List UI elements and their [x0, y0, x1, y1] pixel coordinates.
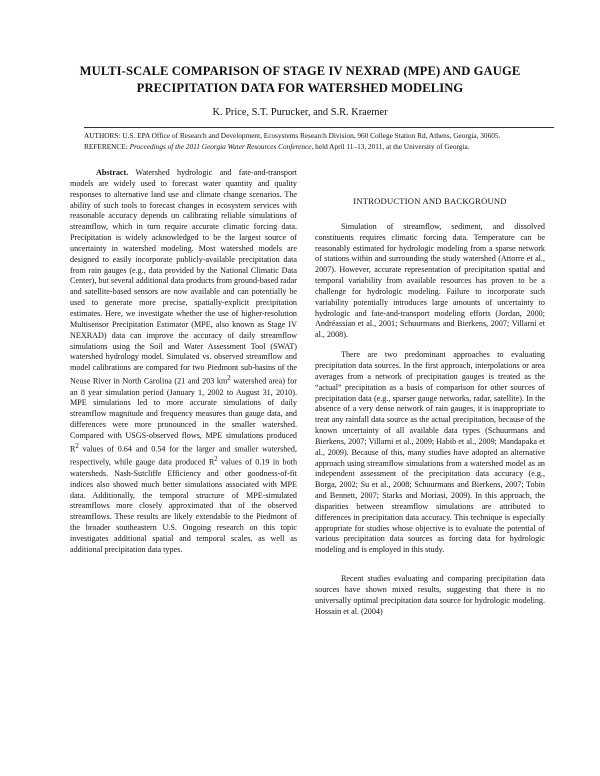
- reference-prefix: REFERENCE:: [84, 141, 130, 151]
- title-line-1: MULTI-SCALE COMPARISON OF STAGE IV NEXRAD (MPE) AND GAUGE: [79, 64, 521, 78]
- section-heading-introduction: INTRODUCTION AND BACKGROUND: [353, 196, 507, 206]
- paper-title: [40, 63, 560, 97]
- abstract-text-c: values of 0.64 and 0.54 for the larger and smaller watershed, respectively, while gauge data produced R: [70, 444, 297, 468]
- abstract-sup-r2-first: 2: [75, 442, 79, 450]
- title-line-2: PRECIPITATION DATA FOR WATERSHED MODELING: [136, 81, 464, 95]
- reference-line: [84, 142, 554, 153]
- intro-paragraph-1: Simulation of streamflow, sediment, and dissolved constituents requires climatic forcing data. Temperature can be reasonably estimated for hydrologic modeling from a sparse network of stations within and surrounding the study watershed (Attorre et al., 2007). However, accurate representation of precipitation spatial and temporal variability from available resources has proven to be a challenge for hydrologic modeling. Failure to incorporate such variability potentially introduces large amounts of uncertainty to hydrologic and fate-and-transport modeling efforts (Jordan, 2000; Andréassian et al., 2001; Schuurmans and Bierkens, 2007; Villarni et al., 2008).: [315, 221, 545, 340]
- abstract-sup-r2-second: 2: [214, 456, 218, 464]
- abstract-sup-km: 2: [227, 375, 231, 383]
- abstract-text-b: watershed area) for an 8 year simulation period (January 1, 2002 to August 31, 2010). MPE simulations led to more accurate simulations of daily streamflow magnitude and frequency measures than gauge data, and differences were more pronounced in the smaller watershed. Compared with USGS-observed flows, MPE simulations produced R: [70, 376, 297, 454]
- intro-paragraph-2: There are two predominant approaches to evaluating precipitation data sources. In the first approach, interpolations or area averages from a network of precipitation gauges is treated as the “actual” precipitation as a basis of comparison for other sources of precipitation data (e.g., sparser gauge networks, radar, satellite). In the absence of a very dense network of rain gauges, it is inappropriate to treat any rainfall data source as the actual precipitation, because of the known uncertainty of all available data types (Schuurmans and Bierkens, 2007; Villarni et al., 2009; Habib et al., 2009; Mandapaka et al., 2009). Because of this, many studies have adopted an alternative approach using streamflow simulations from a watershed model as an independent assessment of the precipitation data accuracy (e.g., Borga, 2002; Su et al., 2008; Schuurmans and Bierkens, 2007; Tobin and Bennett, 2007; Starks and Moriasi, 2009). In this approach, the disparities between streamflow simulations are attributed to differences in precipitation data accuracy. This technique is especially appropriate for studies whose objective is to evaluate the potential of various precipitation data sources as forcing data for hydrologic modeling and is employed in this study.: [315, 350, 545, 555]
- introduction-column: [315, 196, 545, 618]
- abstract-text-a: Watershed hydrologic and fate-and-transport models are widely used to forecast water quantity and quality responses to alternative land use and climate change scenarios. The ability of such tools to forecast changes in ecosystem services with reasonable accuracy depends on calibrating reliable simulations of streamflow, which in turn require accurate climatic forcing data. Precipitation is widely acknowledged to be the largest source of uncertainty in watershed modeling. Most watershed models are designed to easily incorporate publicly-available precipitation data from rain gauges (e.g., data provided by the National Climatic Data Center), but several additional data products from ground-based radar and satellite-based sensors are now available and can potentially be used to generate more precise, spatially-explicit precipitation estimates. Here, we investigate whether the use of higher-resolution Multisensor Precipitation Estimator (MPE, also known as Stage IV NEXRAD) data can improve the accuracy of daily streamflow simulations using the Soil and Water Assessment Tool (SWAT) watershed hydrology model. Simulated vs. observed streamflow and model calibrations are compared for two Piedmont sub-basins of the Neuse River in North Carolina (21 and 203 km: [70, 168, 297, 386]
- reference-suffix: , held April 11–13, 2011, at the University of Georgia.: [311, 141, 470, 151]
- reference-proceedings: Proceedings of the 2011 Georgia Water Resources Conference: [129, 141, 312, 151]
- affiliation-line: AUTHORS: U.S. EPA Office of Research and Development, Ecosystems Research Division, 960 College Station Rd, Athens, Georgia, 30605.: [84, 131, 501, 140]
- intro-paragraph-3: Recent studies evaluating and comparing precipitation data sources have shown mixed results, suggesting that there is no universally optimal precipitation data source for hydrologic modeling. Hossain et al. (2004): [315, 574, 545, 616]
- abstract-column: [70, 168, 297, 556]
- abstract-paragraph: [70, 168, 297, 556]
- abstract-text-d: values of 0.19 in both watersheds. Nash-Sutcliffe Efficiency and other goodness-of-fit indices also showed much better simulations associated with MPE data. Additionally, the temporal structure of MPE-simulated streamflows more closely approximated that of the observed streamflows. These results are likely extendable to the Piedmont of the broader southeastern U.S. Ongoing research on this topic investigates additional spatial and temporal scales, as well as additional precipitation data types.: [70, 458, 298, 554]
- abstract-label: Abstract.: [96, 168, 129, 177]
- paper-metadata: [84, 127, 554, 152]
- author-list: K. Price, S.T. Purucker, and S.R. Kraemer: [212, 107, 388, 118]
